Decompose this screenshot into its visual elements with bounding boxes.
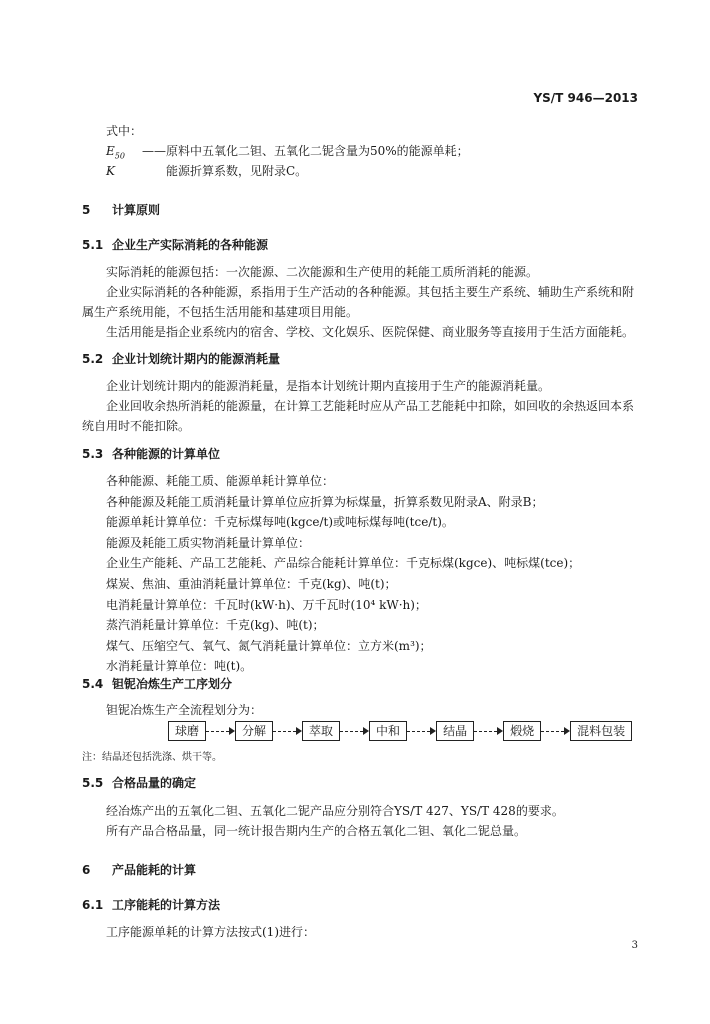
k-text: 能源折算系数，见附录C。	[166, 164, 308, 178]
paragraph-5-5-a: 经冶炼产出的五氧化二钽、五氧化二铌产品应分别符合YS/T 427、YS/T 428的要求。	[106, 804, 564, 818]
units-list	[106, 471, 580, 677]
heading-section-5-2: 5.2 企业计划统计期内的能源消耗量	[82, 352, 281, 366]
flow-arrow-icon	[273, 722, 302, 740]
heading-section-6: 6 产品能耗的计算	[82, 863, 197, 877]
units-list-item: 各种能源及耗能工质消耗量计算单位应折算为标煤量，折算系数见附录A、附录B；	[106, 494, 544, 509]
paragraph-5-5-b: 所有产品合格品量，同一统计报告期内生产的合格五氧化二钽、氧化二铌总量。	[106, 824, 527, 838]
flow-step-ball-milling: 球磨	[168, 721, 206, 741]
flow-step-neutralization: 中和	[369, 721, 407, 741]
units-list-item: 能源及耗能工质实物消耗量计算单位：	[106, 535, 311, 550]
flow-step-calcination: 煅烧	[503, 721, 541, 741]
e50-symbol: $E_{50}$	[106, 144, 125, 161]
flow-intro: 钽铌冶炼生产全流程划分为：	[106, 703, 263, 717]
units-list-item: 企业生产能耗、产品工艺能耗、产品综合能耗计算单位：千克标煤(kgce)、吨标煤(tce)；	[106, 556, 581, 571]
flow-note: 注：结晶还包括洗涤、烘干等。	[82, 752, 222, 763]
flow-arrow-icon	[407, 722, 436, 740]
process-flow	[168, 720, 632, 742]
paragraph-5-1-c: 生活用能是指企业系统内的宿舍、学校、文化娱乐、医院保健、商业服务等直接用于生活方面能耗。	[106, 325, 635, 339]
standard-code: YS/T 946—2013	[533, 91, 638, 105]
e50-text: 原料中五氧化二钽、五氧化二铌含量为50%的能源单耗；	[166, 144, 469, 158]
heading-section-5-4: 5.4 钽铌冶炼生产工序划分	[82, 677, 233, 691]
paragraph-5-2-a: 企业计划统计期内的能源消耗量，是指本计划统计期内直接用于生产的能源消耗量。	[106, 379, 551, 393]
flow-step-crystallization: 结晶	[436, 721, 474, 741]
paragraph-5-1-b: 企业实际消耗的各种能源，系指用于生产活动的各种能源。其包括主要生产系统、辅助生产系统和附属生产系统用能，不包括生活用能和基建项目用能。	[82, 285, 635, 319]
paragraph-6-1-a: 工序能源单耗的计算方法按式(1)进行：	[106, 925, 315, 939]
heading-section-5-3: 5.3 各种能源的计算单位	[82, 447, 221, 461]
units-list-item: 蒸汽消耗量计算单位：千克(kg)、吨(t)；	[106, 618, 325, 633]
units-list-item: 煤气、压缩空气、氧气、氮气消耗量计算单位：立方米(m³)；	[106, 638, 432, 653]
flow-step-mixing-packaging: 混料包装	[570, 721, 632, 741]
units-list-item: 能源单耗计算单位：千克标煤每吨(kgce/t)或吨标煤每吨(tce/t)。	[106, 515, 454, 530]
formula-defs-intro: 式中：	[106, 124, 143, 138]
e50-dash: ——	[142, 144, 166, 158]
units-list-item: 水消耗量计算单位：吨(t)。	[106, 659, 253, 674]
units-list-item: 各种能源、耗能工质、能源单耗计算单位：	[106, 474, 335, 488]
heading-section-5-5: 5.5 合格品量的确定	[82, 776, 197, 790]
heading-section-6-1: 6.1 工序能耗的计算方法	[82, 898, 221, 912]
paragraph-5-2-b: 企业回收余热所消耗的能源量，在计算工艺能耗时应从产品工艺能耗中扣除，如回收的余热返回本系统自用时不能扣除。	[82, 399, 635, 433]
paragraph-5-1-a: 实际消耗的能源包括：一次能源、二次能源和生产使用的耗能工质所消耗的能源。	[106, 265, 539, 279]
page-number: 3	[631, 940, 638, 951]
flow-step-decomposition: 分解	[235, 721, 273, 741]
units-list-item: 电消耗量计算单位：千瓦时(kW·h)、万千瓦时(10⁴ kW·h)；	[106, 597, 427, 612]
flow-arrow-icon	[206, 722, 235, 740]
heading-section-5: 5 计算原则	[82, 203, 161, 217]
flow-arrow-icon	[541, 722, 570, 740]
flow-arrow-icon	[474, 722, 503, 740]
flow-step-extraction: 萃取	[302, 721, 340, 741]
formula-def-k	[106, 161, 307, 181]
flow-arrow-icon	[340, 722, 369, 740]
k-symbol: K	[106, 164, 115, 178]
units-list-item: 煤炭、焦油、重油消耗量计算单位：千克(kg)、吨(t)；	[106, 576, 397, 591]
heading-section-5-1: 5.1 企业生产实际消耗的各种能源	[82, 238, 269, 252]
